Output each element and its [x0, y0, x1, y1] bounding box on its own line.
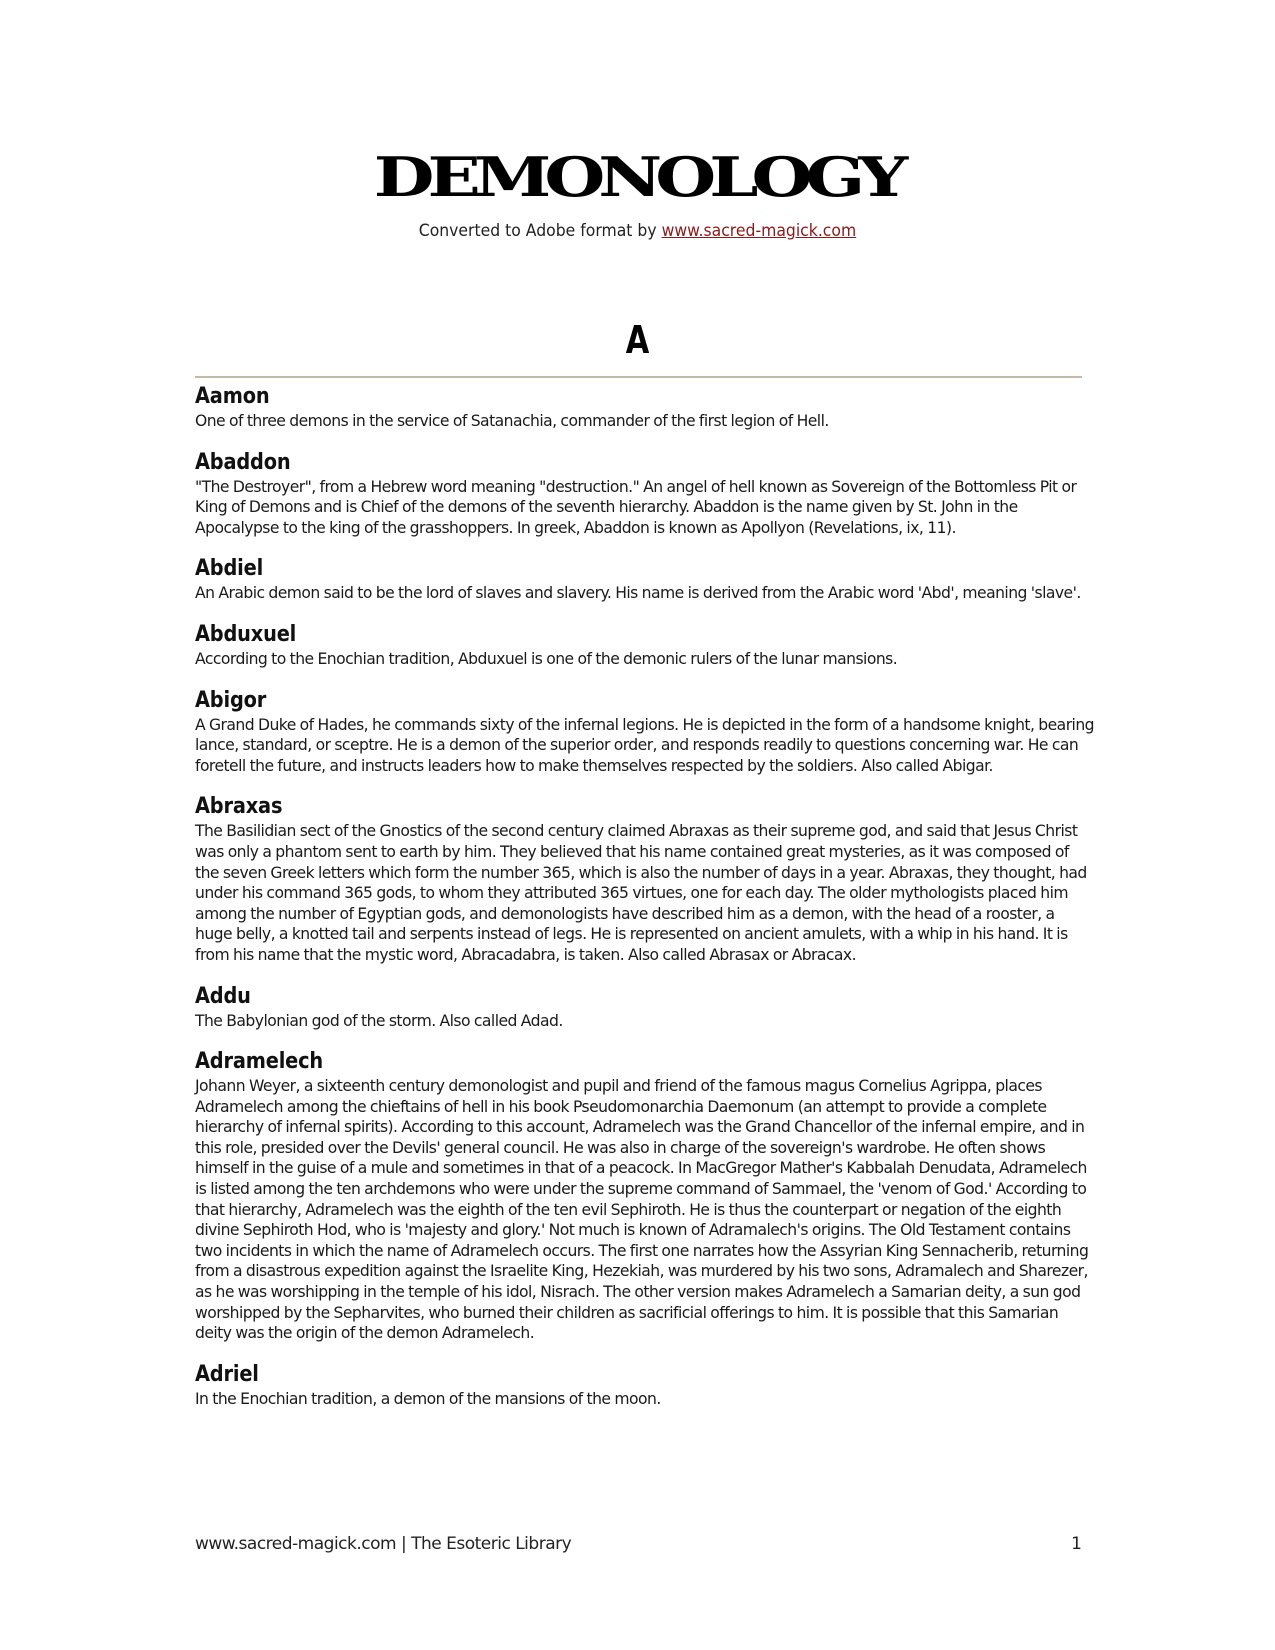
entry-title: Abraxas [195, 794, 283, 820]
entry-text: The Basilidian sect of the Gnostics of the second century claimed Abraxas as their supreme god, and said that Jesus Christ was only a phantom sent to earth by him. They believed that his name contained great mysteries, as it was composed of the seven Greek letters which form the number 365, which is also the number of days in a year. Abraxas, they thought, had under his command 365 gods, to whom they attributed 365 virtues, one for each day. The older mythologists placed him among the number of Egyptian gods, and demonologists have described him as a demon, with the head of a rooster, a huge belly, a knotted tail and serpents instead of legs. He is represented on ancient amulets, with a whip in his hand. It is from his name that the mystic word, Abracadabra, is taken. Also called Abrasax or Abracax. [195, 822, 1087, 964]
section-letter-heading: A [625, 318, 650, 362]
entry-title: Adramelech [195, 1049, 324, 1075]
entry-abdiel [195, 555, 1090, 604]
subtitle-prefix: Converted to Adobe format by [418, 221, 662, 241]
document-title: DEMONOLOGY [373, 144, 902, 210]
entry-text: According to the Enochian tradition, Abduxuel is one of the demonic rulers of the lunar mansions. [195, 649, 898, 668]
entry-adramelech [195, 1048, 1090, 1344]
entry-text: "The Destroyer", from a Hebrew word meaning "destruction." An angel of hell known as Sovereign of the Bottomless Pit or King of Demons and is Chief of the demons of the seventh hierarchy. Abaddon is the name given by St. John in the Apocalypse to the king of the grasshoppers. In greek, Abaddon is known as Apollyon (Revelations, ix, 11). [195, 477, 1077, 537]
page-footer [195, 1534, 1082, 1554]
entry-text: In the Enochian tradition, a demon of the mansions of the moon. [195, 1389, 661, 1408]
entry-text: A Grand Duke of Hades, he commands sixty of the infernal legions. He is depicted in the form of a handsome knight, bearing lance, standard, or sceptre. He is a demon of the superior order, and responds readily to questions concerning war. He can foretell the future, and instructs leaders how to make themselves respected by the soldiers. Also called Abigar. [195, 715, 1095, 775]
entry-title: Abaddon [195, 449, 291, 475]
section-divider [195, 376, 1082, 378]
entry-text: An Arabic demon said to be the lord of slaves and slavery. His name is derived from the Arabic word 'Abd', meaning 'slave'. [195, 584, 1081, 603]
entry-abduxuel [195, 621, 1090, 670]
entry-text: One of three demons in the service of Satanachia, commander of the first legion of Hell. [195, 412, 829, 430]
entry-text: The Babylonian god of the storm. Also called Adad. [195, 1011, 563, 1030]
entry-text: Johann Weyer, a sixteenth century demonologist and pupil and friend of the famous magus Cornelius Agrippa, places Adramelech among the chieftains of hell in his book Pseudomonarchia Daemonum (an attempt to provide a complete hierarchy of infernal spirits). According to this account, Adramelech was the Grand Chancellor of the infernal empire, and in this role, presided over the Devils' general council. He was also in charge of the sovereign's wardrobe. He often shows himself in the guise of a mule and sometimes in that of a peacock. In MacGregor Mather's Kabbalah Denudata, Adramelech is listed among the ten archdemons who were under the supreme command of Sammael, the 'venom of God.' According to that hierarchy, Adramelech was the eighth of the ten evil Sephiroth. He is thus the counterpart or negation of the eighth divine Sephiroth Hod, who is 'majesty and glory.' Not much is known of Adramalech's origins. The Old Testament contains two incidents in which the name of Adramelech occurs. The first one narrates how the Assyrian King Sennacherib, returning from a disastrous expedition against the Israelite King, Hezekiah, was murdered by his two sons, Adramalech and Sharezer, as he was worshipping in the temple of his idol, Nisrach. The other version makes Adramelech a Samarian deity, a sun god worshipped by the Sepharvites, who burned their children as sacrificial offerings to him. It is possible that this Samarian deity was the origin of the demon Adramelech. [195, 1077, 1089, 1343]
entry-abraxas [195, 793, 1090, 965]
footer-source: www.sacred-magick.com | The Esoteric Library [195, 1534, 572, 1554]
entry-abigor [195, 687, 1095, 777]
entry-abaddon [195, 449, 1090, 539]
entry-title: Abduxuel [195, 621, 297, 647]
entry-title: Aamon [195, 384, 270, 409]
page-number: 1 [1071, 1534, 1082, 1554]
document-subtitle [51, 221, 1224, 241]
entry-adriel [195, 1361, 1090, 1410]
sacred-magick-link[interactable]: www.sacred-magick.com [661, 221, 857, 241]
entry-title: Adriel [195, 1361, 259, 1387]
entry-addu [195, 983, 1090, 1032]
entry-title: Abdiel [195, 556, 264, 582]
entry-list [195, 383, 1095, 1426]
entry-title: Abigor [195, 687, 267, 713]
entry-aamon [195, 383, 1090, 432]
entry-title: Addu [195, 983, 251, 1009]
